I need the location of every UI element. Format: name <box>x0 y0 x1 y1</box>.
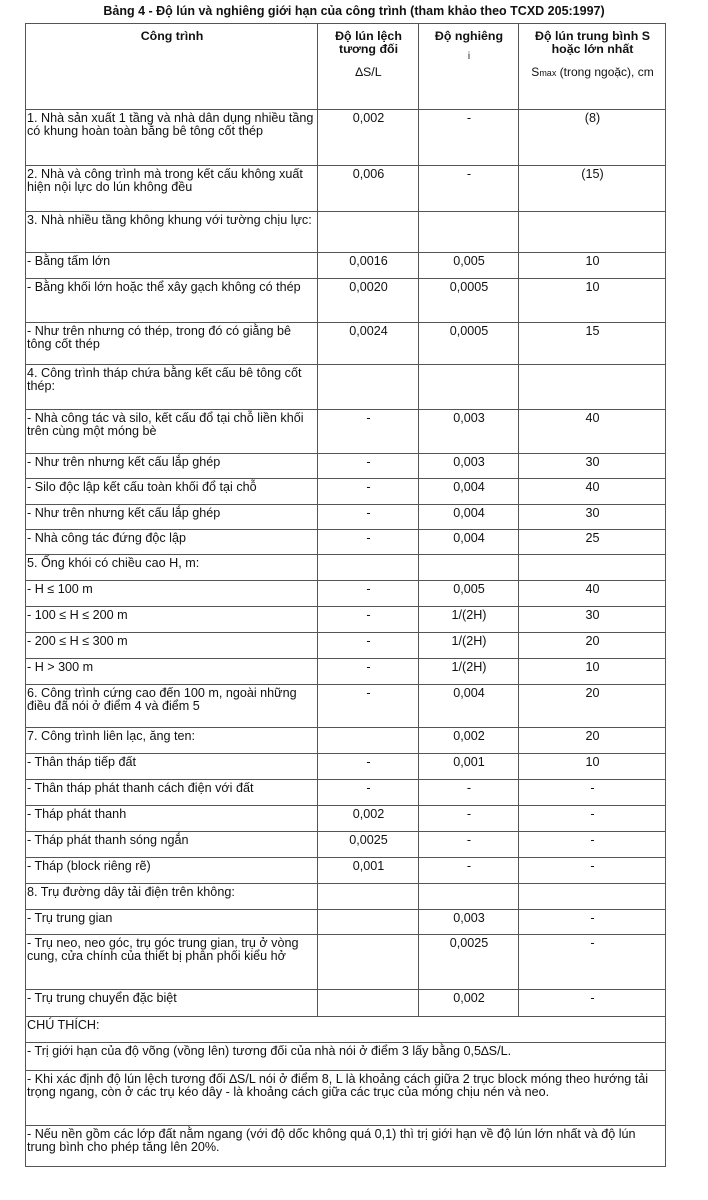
table-row <box>26 910 666 935</box>
row-do-lun-lech-cell: - <box>318 780 419 806</box>
row-do-nghieng-cell: 0,003 <box>419 910 519 935</box>
row-do-lun-lech-cell <box>318 990 419 1017</box>
table-row <box>26 323 666 365</box>
table-row <box>26 659 666 685</box>
row-do-lun-trung-binh-cell <box>519 212 666 253</box>
row-do-nghieng-cell: 0,005 <box>419 253 519 279</box>
row-cong-trinh-cell: 5. Ống khói có chiều cao H, m: <box>26 555 318 581</box>
row-do-lun-lech-cell <box>318 910 419 935</box>
row-do-lun-trung-binh-cell: - <box>519 858 666 884</box>
row-cong-trinh-cell: 6. Công trình cứng cao đến 100 m, ngoài những điều đã nói ở điểm 4 và điểm 5 <box>26 685 318 728</box>
row-cong-trinh-cell: 2. Nhà và công trình mà trong kết cấu không xuất hiện nội lực do lún không đều <box>26 166 318 212</box>
table-row <box>26 884 666 910</box>
table-row <box>26 365 666 410</box>
table-row <box>26 990 666 1017</box>
row-do-lun-lech-cell: - <box>318 754 419 780</box>
row-do-lun-lech-cell: 0,001 <box>318 858 419 884</box>
row-do-lun-lech-cell: - <box>318 454 419 479</box>
row-do-lun-lech-cell <box>318 212 419 253</box>
table-row <box>26 832 666 858</box>
note-row <box>26 1043 666 1071</box>
row-cong-trinh-cell: - Như trên nhưng có thép, trong đó có giằng bê tông cốt thép <box>26 323 318 365</box>
table-row <box>26 581 666 607</box>
table-row <box>26 728 666 754</box>
row-do-nghieng-cell <box>419 884 519 910</box>
row-do-lun-lech-cell: - <box>318 581 419 607</box>
table-title: Bảng 4 - Độ lún và nghiêng giới hạn của công trình (tham khảo theo TCXD 205:1997) <box>103 4 605 18</box>
note-row <box>26 1071 666 1126</box>
row-do-lun-lech-cell <box>318 555 419 581</box>
header-cong-trinh: Công trình <box>26 24 318 110</box>
row-do-nghieng-cell: - <box>419 806 519 832</box>
row-cong-trinh-cell: - Như trên nhưng kết cấu lắp ghép <box>26 505 318 530</box>
row-cong-trinh-cell: - Nhà công tác đứng độc lập <box>26 530 318 555</box>
row-do-lun-trung-binh-cell: 25 <box>519 530 666 555</box>
row-do-lun-trung-binh-cell: 40 <box>519 479 666 505</box>
row-do-nghieng-cell: 0,002 <box>419 728 519 754</box>
row-do-nghieng-cell <box>419 555 519 581</box>
row-do-nghieng-cell: - <box>419 832 519 858</box>
row-do-nghieng-cell: 0,003 <box>419 410 519 454</box>
row-do-nghieng-cell: 0,004 <box>419 479 519 505</box>
row-do-lun-lech-cell: 0,002 <box>318 806 419 832</box>
note-item: - Trị giới hạn của độ võng (vồng lên) tương đối của nhà nói ở điểm 3 lấy bằng 0,5∆S/L. <box>26 1043 666 1071</box>
table-row <box>26 806 666 832</box>
row-do-lun-trung-binh-cell: 10 <box>519 253 666 279</box>
row-cong-trinh-cell: - Silo độc lập kết cấu toàn khối đổ tại chỗ <box>26 479 318 505</box>
row-do-lun-trung-binh-cell: 15 <box>519 323 666 365</box>
row-cong-trinh-cell: - Tháp phát thanh sóng ngắn <box>26 832 318 858</box>
row-cong-trinh-cell: 4. Công trình tháp chứa bằng kết cấu bê tông cốt thép: <box>26 365 318 410</box>
row-do-lun-trung-binh-cell: 20 <box>519 633 666 659</box>
row-cong-trinh-cell: - Trụ trung chuyển đặc biệt <box>26 990 318 1017</box>
row-cong-trinh-cell: - H > 300 m <box>26 659 318 685</box>
header-do-lun-trung-binh-sub: Smax (trong ngoặc), cm <box>531 65 654 79</box>
row-do-nghieng-cell: 0,004 <box>419 685 519 728</box>
row-do-lun-trung-binh-cell: 30 <box>519 607 666 633</box>
row-do-lun-lech-cell: - <box>318 607 419 633</box>
note-item: - Khi xác định độ lún lệch tương đối ∆S/L nói ở điểm 8, L là khoảng cách giữa 2 trục block móng theo hướng tải trọng ngang, còn ở các trụ kéo dây - là khoảng cách giữa các trục của móng chịu nén và neo. <box>26 1071 666 1126</box>
row-do-nghieng-cell: 0,004 <box>419 530 519 555</box>
row-do-lun-lech-cell: - <box>318 685 419 728</box>
row-do-lun-trung-binh-cell: - <box>519 780 666 806</box>
table-row <box>26 935 666 990</box>
row-do-lun-trung-binh-cell: 40 <box>519 581 666 607</box>
row-do-lun-lech-cell: 0,0024 <box>318 323 419 365</box>
row-cong-trinh-cell: - Tháp (block riêng rẽ) <box>26 858 318 884</box>
row-do-lun-trung-binh-cell: - <box>519 910 666 935</box>
settlement-limits-table <box>25 23 666 1167</box>
row-cong-trinh-cell: - Thân tháp phát thanh cách điện với đất <box>26 780 318 806</box>
row-cong-trinh-cell: - 100 ≤ H ≤ 200 m <box>26 607 318 633</box>
row-do-nghieng-cell: 0,002 <box>419 990 519 1017</box>
row-do-lun-trung-binh-cell <box>519 365 666 410</box>
table-row <box>26 410 666 454</box>
row-do-lun-trung-binh-cell: - <box>519 935 666 990</box>
row-do-nghieng-cell: 0,003 <box>419 454 519 479</box>
table-row <box>26 754 666 780</box>
row-do-nghieng-cell <box>419 212 519 253</box>
row-do-lun-trung-binh-cell: 30 <box>519 454 666 479</box>
row-do-nghieng-cell: 0,0005 <box>419 279 519 323</box>
table-row <box>26 212 666 253</box>
row-do-nghieng-cell: 1/(2H) <box>419 659 519 685</box>
row-do-lun-trung-binh-cell: 10 <box>519 659 666 685</box>
row-do-lun-trung-binh-cell: 20 <box>519 728 666 754</box>
row-do-lun-trung-binh-cell <box>519 884 666 910</box>
note-item: - Nếu nền gồm các lớp đất nằm ngang (với độ dốc không quá 0,1) thì trị giới hạn về độ lún lớn nhất và độ lún trung bình cho phép tăng lên 20%. <box>26 1126 666 1167</box>
row-do-lun-trung-binh-cell: 10 <box>519 279 666 323</box>
row-cong-trinh-cell: 7. Công trình liên lạc, ăng ten: <box>26 728 318 754</box>
row-do-nghieng-cell: 0,0025 <box>419 935 519 990</box>
header-do-nghieng-sub: i <box>467 51 471 62</box>
note-row <box>26 1126 666 1167</box>
header-do-lun-lech-sub: ∆S/L <box>355 65 382 79</box>
row-do-nghieng-cell: 0,001 <box>419 754 519 780</box>
row-do-lun-trung-binh-cell: 40 <box>519 410 666 454</box>
row-cong-trinh-cell: - Trụ trung gian <box>26 910 318 935</box>
table-row <box>26 530 666 555</box>
table-row <box>26 110 666 166</box>
row-do-lun-lech-cell: - <box>318 530 419 555</box>
row-do-lun-trung-binh-cell: - <box>519 806 666 832</box>
row-cong-trinh-cell: - H ≤ 100 m <box>26 581 318 607</box>
table-row <box>26 279 666 323</box>
row-cong-trinh-cell: - Trụ neo, neo góc, trụ góc trung gian, trụ ở vòng cung, cửa chính của thiết bị phân phối kiểu hở <box>26 935 318 990</box>
row-cong-trinh-cell: - Tháp phát thanh <box>26 806 318 832</box>
header-do-lun-trung-binh: Độ lún trung bình S hoặc lớn nhất Smax (trong ngoặc), cm <box>519 24 666 110</box>
table-row <box>26 858 666 884</box>
row-do-lun-trung-binh-cell <box>519 555 666 581</box>
row-cong-trinh-cell: - Thân tháp tiếp đất <box>26 754 318 780</box>
table-row <box>26 633 666 659</box>
row-do-lun-lech-cell <box>318 365 419 410</box>
row-cong-trinh-cell: - 200 ≤ H ≤ 300 m <box>26 633 318 659</box>
row-do-lun-trung-binh-cell: - <box>519 990 666 1017</box>
row-do-nghieng-cell: 0,004 <box>419 505 519 530</box>
row-do-lun-lech-cell: 0,0016 <box>318 253 419 279</box>
row-cong-trinh-cell: 3. Nhà nhiều tầng không khung với tường chịu lực: <box>26 212 318 253</box>
row-do-nghieng-cell: 1/(2H) <box>419 607 519 633</box>
table-header-row <box>26 24 666 110</box>
row-do-nghieng-cell: - <box>419 780 519 806</box>
row-do-lun-trung-binh-cell: (15) <box>519 166 666 212</box>
header-do-nghieng: Độ nghiêng i <box>419 24 519 110</box>
row-do-nghieng-cell: 0,0005 <box>419 323 519 365</box>
row-do-lun-trung-binh-cell: - <box>519 832 666 858</box>
row-do-lun-trung-binh-cell: 20 <box>519 685 666 728</box>
row-cong-trinh-cell: 1. Nhà sản xuất 1 tầng và nhà dân dụng nhiều tầng có khung hoàn toàn bằng bê tông cốt thép <box>26 110 318 166</box>
row-do-lun-lech-cell: 0,002 <box>318 110 419 166</box>
row-do-lun-lech-cell: 0,0025 <box>318 832 419 858</box>
row-do-lun-lech-cell: - <box>318 479 419 505</box>
row-do-lun-lech-cell: - <box>318 505 419 530</box>
row-cong-trinh-cell: - Nhà công tác và silo, kết cấu đổ tại chỗ liền khối trên cùng một móng bè <box>26 410 318 454</box>
row-do-lun-trung-binh-cell: 10 <box>519 754 666 780</box>
row-do-nghieng-cell: - <box>419 166 519 212</box>
row-cong-trinh-cell: - Bằng khối lớn hoặc thể xây gạch không có thép <box>26 279 318 323</box>
row-cong-trinh-cell: 8. Trụ đường dây tải điện trên không: <box>26 884 318 910</box>
notes-heading-row <box>26 1017 666 1043</box>
table-row <box>26 454 666 479</box>
row-do-nghieng-cell: - <box>419 110 519 166</box>
row-do-lun-lech-cell: 0,0020 <box>318 279 419 323</box>
table-row <box>26 555 666 581</box>
table-row <box>26 166 666 212</box>
row-do-nghieng-cell: 0,005 <box>419 581 519 607</box>
table-row <box>26 253 666 279</box>
row-cong-trinh-cell: - Bằng tấm lớn <box>26 253 318 279</box>
row-do-lun-lech-cell: - <box>318 633 419 659</box>
header-do-lun-lech: Độ lún lệch tương đối ∆S/L <box>318 24 419 110</box>
table-row <box>26 607 666 633</box>
table-row <box>26 505 666 530</box>
row-do-lun-lech-cell: 0,006 <box>318 166 419 212</box>
row-do-lun-lech-cell <box>318 728 419 754</box>
row-do-lun-trung-binh-cell: 30 <box>519 505 666 530</box>
row-do-lun-trung-binh-cell: (8) <box>519 110 666 166</box>
row-do-lun-lech-cell: - <box>318 659 419 685</box>
table-row <box>26 479 666 505</box>
row-do-nghieng-cell: 1/(2H) <box>419 633 519 659</box>
notes-heading: CHÚ THÍCH: <box>26 1017 666 1043</box>
row-do-lun-lech-cell <box>318 935 419 990</box>
row-do-nghieng-cell <box>419 365 519 410</box>
table-row <box>26 780 666 806</box>
row-do-nghieng-cell: - <box>419 858 519 884</box>
table-row <box>26 685 666 728</box>
row-do-lun-lech-cell <box>318 884 419 910</box>
row-cong-trinh-cell: - Như trên nhưng kết cấu lắp ghép <box>26 454 318 479</box>
row-do-lun-lech-cell: - <box>318 410 419 454</box>
